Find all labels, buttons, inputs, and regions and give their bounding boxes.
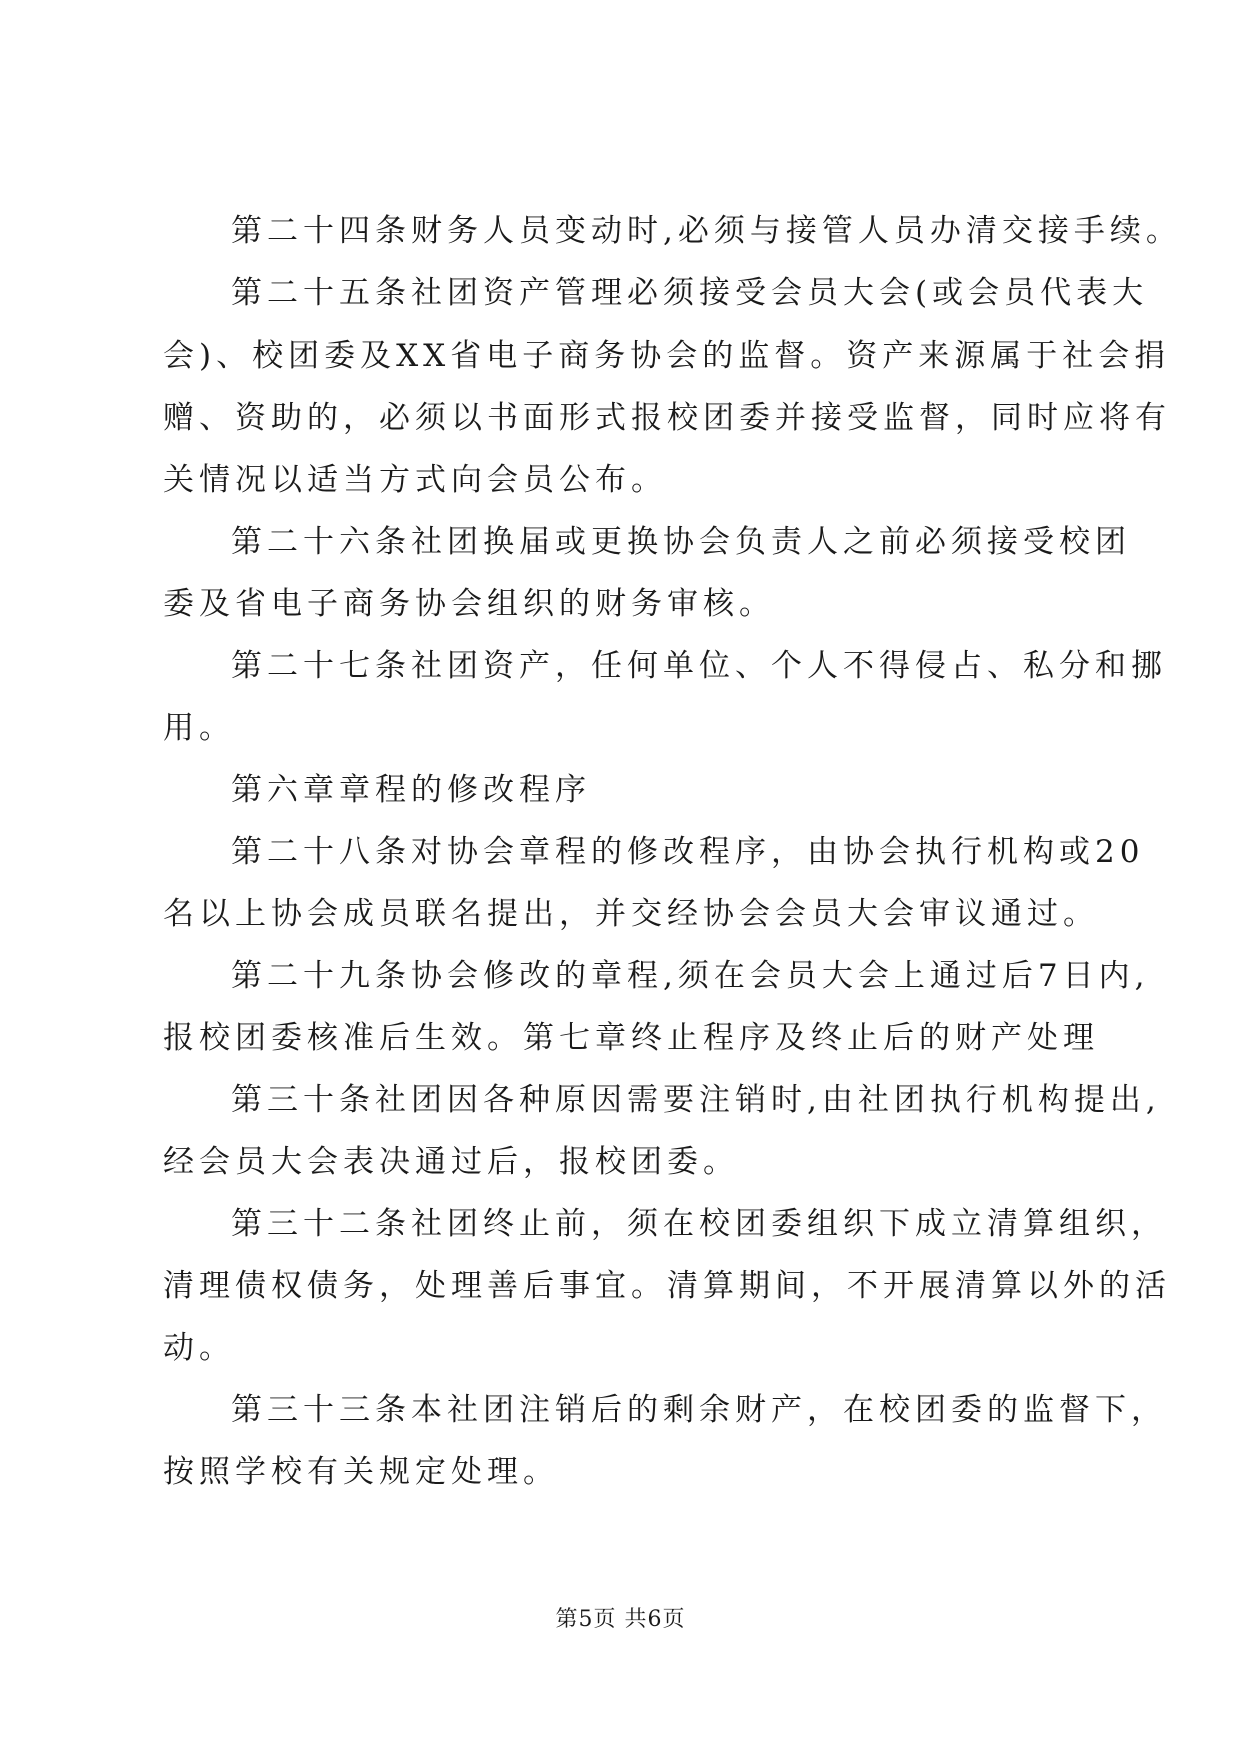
paragraph-article-25-cont-1: 会)、校团委及XX省电子商务协会的监督。资产来源属于社会捐 — [163, 338, 1171, 374]
paragraph-article-25-cont-3: 关情况以适当方式向会员公布。 — [163, 462, 667, 498]
paragraph-article-32-cont-2: 动。 — [163, 1330, 235, 1366]
paragraph-article-30-cont: 经会员大会表决通过后，报校团委。 — [163, 1144, 739, 1180]
paragraph-article-26: 第二十六条社团换届或更换协会负责人之前必须接受校团 — [231, 524, 1131, 560]
chapter-heading-6: 第六章章程的修改程序 — [231, 772, 591, 808]
paragraph-article-24: 第二十四条财务人员变动时,必须与接管人员办清交接手续。 — [231, 213, 1182, 249]
paragraph-article-33: 第三十三条本社团注销后的剩余财产，在校团委的监督下， — [231, 1392, 1167, 1428]
page-footer: 第5页 共6页 — [555, 1607, 686, 1632]
paragraph-article-26-cont: 委及省电子商务协会组织的财务审核。 — [163, 586, 775, 622]
paragraph-article-28: 第二十八条对协会章程的修改程序，由协会执行机构或20 — [231, 834, 1145, 870]
paragraph-article-27: 第二十七条社团资产，任何单位、个人不得侵占、私分和挪 — [231, 648, 1167, 684]
paragraph-article-25-cont-2: 赠、资助的，必须以书面形式报校团委并接受监督，同时应将有 — [163, 400, 1171, 436]
paragraph-article-28-cont: 名以上协会成员联名提出，并交经协会会员大会审议通过。 — [163, 896, 1099, 932]
paragraph-article-25: 第二十五条社团资产管理必须接受会员大会(或会员代表大 — [231, 275, 1149, 311]
paragraph-article-33-cont: 按照学校有关规定处理。 — [163, 1454, 559, 1490]
paragraph-article-27-cont: 用。 — [163, 710, 235, 746]
paragraph-article-32-cont-1: 清理债权债务，处理善后事宜。清算期间，不开展清算以外的活 — [163, 1268, 1171, 1304]
paragraph-article-29: 第二十九条协会修改的章程,须在会员大会上通过后7日内, — [231, 958, 1150, 994]
paragraph-article-32: 第三十二条社团终止前，须在校团委组织下成立清算组织， — [231, 1206, 1167, 1242]
paragraph-article-30: 第三十条社团因各种原因需要注销时,由社团执行机构提出, — [231, 1082, 1161, 1118]
paragraph-article-29-cont: 报校团委核准后生效。第七章终止程序及终止后的财产处理 — [163, 1020, 1099, 1056]
